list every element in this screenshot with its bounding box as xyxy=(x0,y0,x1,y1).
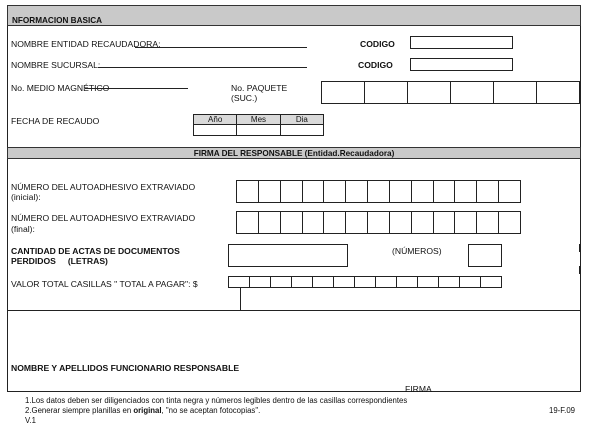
codigo-label-1: CODIGO xyxy=(360,39,395,49)
fecha-label: FECHA DE RECAUDO xyxy=(11,116,100,126)
auto-inicial-label-1: NÚMERO DEL AUTOADHESIVO EXTRAVIADO xyxy=(11,182,196,192)
paquete-label-2: (SUC.) xyxy=(231,93,258,103)
footer-version: V.1 xyxy=(25,416,36,425)
footer-note-2c: , "no se aceptan fotocopias". xyxy=(161,406,261,415)
date-month-header: Mes xyxy=(237,115,280,124)
auto-final-label-2: (final): xyxy=(11,224,35,234)
edge-mark-1 xyxy=(579,244,581,252)
footer-note-2b: original xyxy=(133,406,162,415)
actas-numeros-input[interactable] xyxy=(468,244,502,267)
actas-letras-input[interactable] xyxy=(228,244,348,267)
codigo-input-1[interactable] xyxy=(410,36,513,49)
date-cells[interactable] xyxy=(193,124,324,136)
entidad-line[interactable] xyxy=(135,47,307,48)
entidad-label: NOMBRE ENTIDAD RECAUDADORA: xyxy=(11,39,161,49)
actas-label-2: PERDIDOS (LETRAS) xyxy=(11,256,108,266)
paquete-cells[interactable] xyxy=(321,81,580,104)
footer-note-2a: 2.Generar siempre planillas en xyxy=(25,406,134,415)
auto-final-cells[interactable] xyxy=(236,211,521,234)
funcionario-label: NOMBRE Y APELLIDOS FUNCIONARIO RESPONSABLE xyxy=(11,363,240,373)
actas-label-1: CANTIDAD DE ACTAS DE DOCUMENTOS xyxy=(11,246,180,256)
sucursal-label: NOMBRE SUCURSAL: xyxy=(11,60,101,70)
auto-inicial-label-2: (inicial): xyxy=(11,192,41,202)
sucursal-line[interactable] xyxy=(98,67,307,68)
footer-note-2 xyxy=(25,406,260,415)
edge-mark-2 xyxy=(579,266,581,274)
basic-info-header xyxy=(7,5,581,26)
valor-label: VALOR TOTAL CASILLAS " TOTAL A PAGAR": $ xyxy=(11,279,198,289)
valor-tick xyxy=(240,288,241,310)
footer-note-1: 1.Los datos deben ser diligenciados con tinta negra y números legibles dentro de las casillas correspondientes xyxy=(25,396,408,405)
medio-label: No. MEDIO MAGNÉTICO xyxy=(11,83,110,93)
responsable-title: FIRMA DEL RESPONSABLE (Entidad.Recaudadora) xyxy=(193,149,395,158)
codigo-label-2: CODIGO xyxy=(358,60,393,70)
paquete-label-1: No. PAQUETE xyxy=(231,83,288,93)
basic-info-title: NFORMACION BASICA xyxy=(12,16,103,25)
firma-label: FIRMA xyxy=(405,384,432,394)
valor-cells[interactable] xyxy=(228,276,502,288)
date-day-header: Dia xyxy=(295,115,308,124)
responsable-header xyxy=(7,147,581,159)
auto-final-label-1: NÚMERO DEL AUTOADHESIVO EXTRAVIADO xyxy=(11,213,196,223)
medio-line[interactable] xyxy=(85,88,188,89)
auto-inicial-cells[interactable] xyxy=(236,180,521,203)
codigo-input-2[interactable] xyxy=(410,58,513,71)
footer-code: 19-F.09 xyxy=(549,406,576,415)
date-year-header: Año xyxy=(194,115,237,124)
numeros-label: (NÚMEROS) xyxy=(392,246,442,256)
signature-top-line xyxy=(7,310,581,311)
